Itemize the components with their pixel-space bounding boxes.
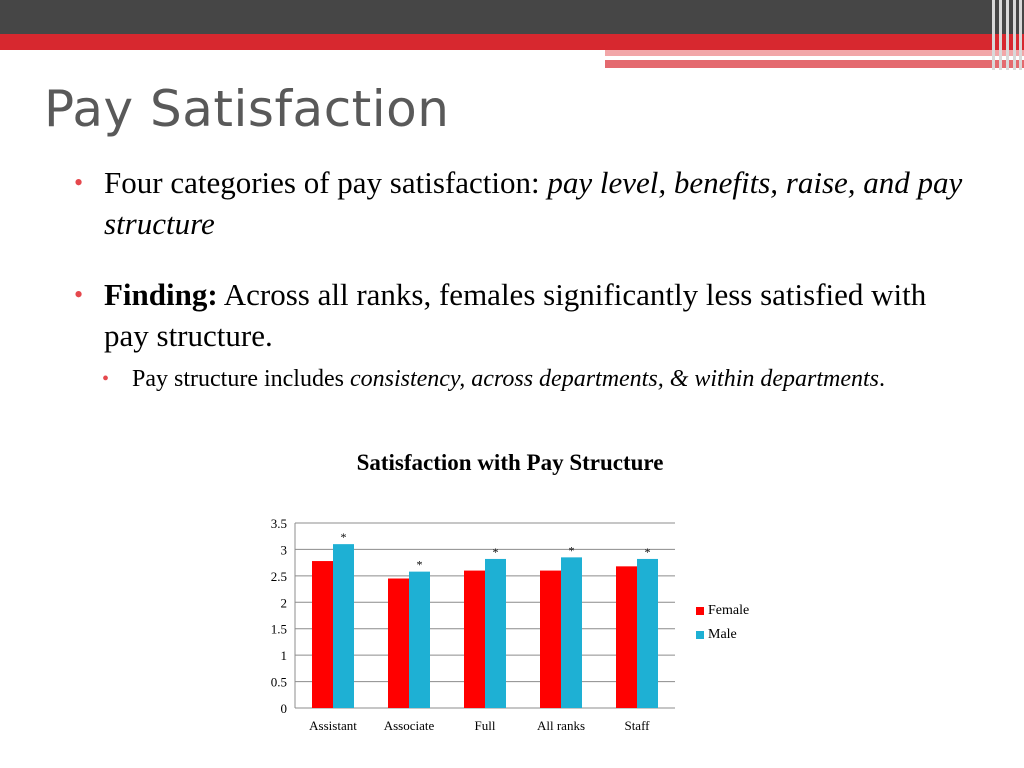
red-accent-bar [0, 34, 1024, 50]
y-tick-label: 3 [280, 542, 287, 558]
slide-title: Pay Satisfaction [44, 80, 450, 138]
bar-female [388, 579, 409, 709]
sub-bullet-end: . [879, 366, 886, 392]
bar-female [464, 571, 485, 708]
legend-item-male [696, 627, 749, 643]
bar-male [333, 544, 354, 708]
x-tick-label: Full [474, 718, 496, 733]
x-tick-label: All ranks [536, 718, 586, 733]
bar-female [312, 561, 333, 708]
legend-swatch-female [696, 607, 704, 615]
header-bar [0, 0, 1024, 34]
bar-female [540, 571, 561, 708]
y-tick-label: 0.5 [270, 674, 287, 690]
significance-marker: * [416, 557, 423, 572]
chart-title: Satisfaction with Pay Structure [356, 450, 664, 475]
accent-line [610, 56, 950, 59]
x-tick-label: Associate [383, 718, 435, 733]
bullet-text: Four categories of pay satisfaction: [104, 165, 548, 200]
bar-chart [250, 510, 690, 740]
decorative-stripes [988, 0, 1024, 70]
sub-bullet [106, 362, 978, 396]
significance-marker: * [340, 530, 347, 545]
y-tick-label: 0 [280, 701, 287, 716]
bullet-finding [78, 274, 978, 356]
significance-marker: * [568, 543, 575, 558]
y-tick-label: 2.5 [270, 568, 287, 584]
sub-bullet-text: Pay structure includes [132, 366, 350, 392]
y-tick-label: 1.5 [270, 621, 287, 637]
chart-legend [696, 603, 749, 651]
bar-male [561, 557, 582, 708]
sub-bullet-italic: consistency, across departments, & within departments [349, 366, 880, 392]
y-tick-label: 2 [280, 595, 287, 611]
bar-male [409, 572, 430, 708]
accent-line [605, 60, 1024, 68]
significance-marker: * [492, 544, 499, 559]
bullet-list [78, 162, 978, 396]
y-tick-label: 1 [280, 648, 287, 664]
bar-male [637, 559, 658, 708]
legend-swatch-male [696, 631, 704, 639]
significance-marker: * [644, 544, 651, 559]
bar-male [485, 559, 506, 708]
x-tick-label: Assistant [309, 718, 357, 733]
legend-item-female [696, 603, 749, 619]
bullet-bold: Finding: [104, 277, 218, 312]
x-tick-label: Staff [624, 718, 650, 733]
legend-label: Male [708, 627, 737, 642]
bullet-categories [78, 162, 978, 244]
bullet-italic: pay level, benefits, raise, and pay structure [104, 165, 963, 241]
legend-label: Female [708, 603, 750, 618]
bullet-text: Across all ranks, females significantly less satisfied with pay structure. [104, 277, 927, 353]
y-tick-label: 3.5 [270, 516, 287, 531]
bar-female [616, 566, 637, 708]
